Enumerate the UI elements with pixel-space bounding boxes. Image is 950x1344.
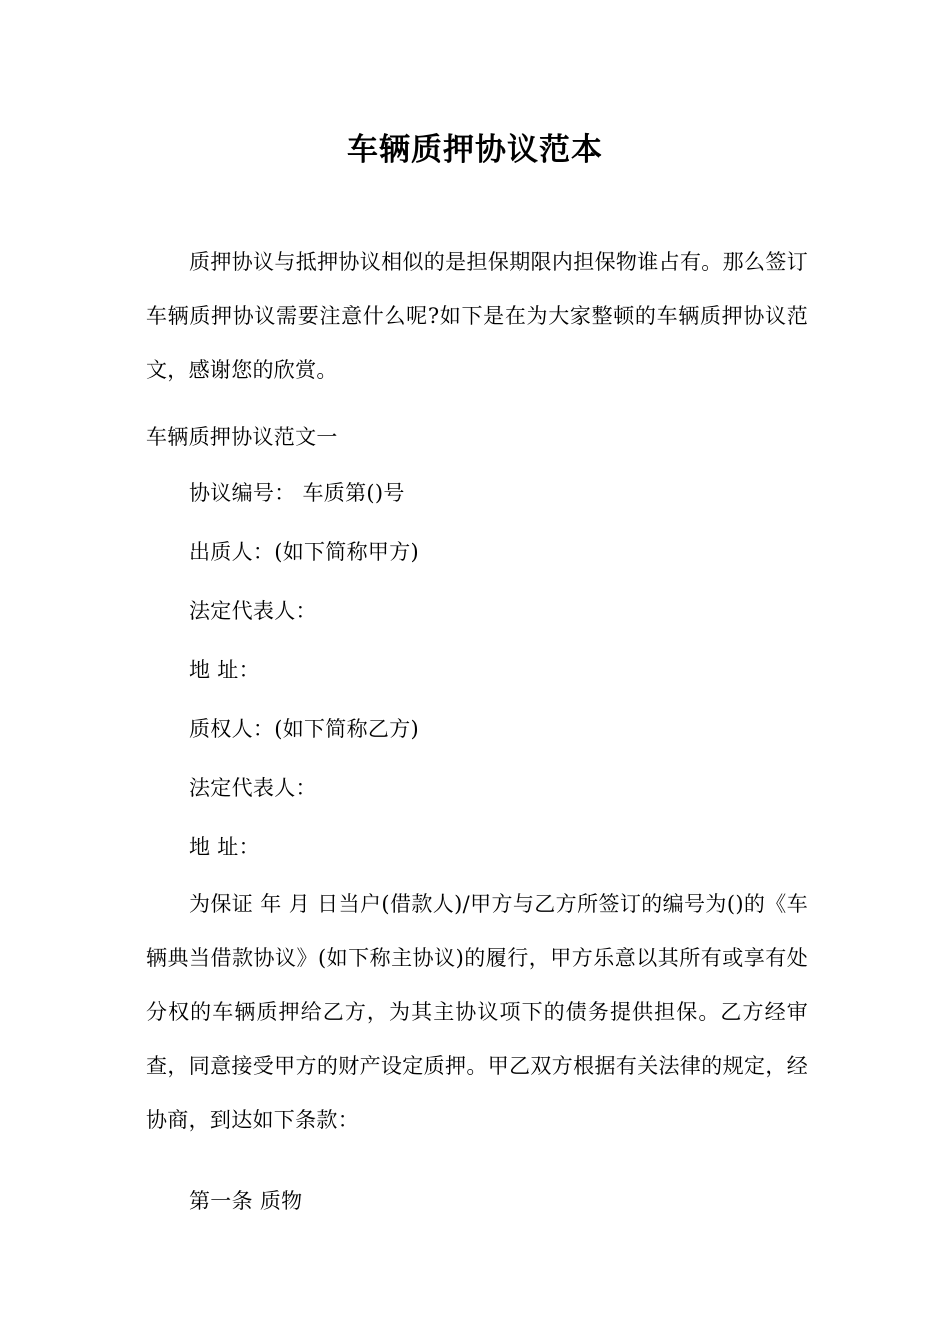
document-title: 车辆质押协议范本: [347, 132, 603, 168]
contract-number-field: 协议编号： 车质第()号: [189, 481, 405, 505]
pledgee-field: 质权人：(如下简称乙方): [189, 717, 419, 741]
pledgor-address-field: 地 址：: [189, 658, 260, 682]
intro-paragraph: 质押协议与抵押协议相似的是担保期限内担保物谁占有。那么签订车辆质押协议需要注意什么呢?如下是在为大家整顿的车辆质押协议范文，感谢您的欣赏。: [146, 250, 808, 382]
pledgor-field: 出质人：(如下简称甲方): [189, 540, 419, 564]
body-paragraph: 为保证 年 月 日当户(借款人)/甲方与乙方所签订的编号为()的《车辆典当借款协议》(如下称主协议)的履行，甲方乐意以其所有或享有处分权的车辆质押给乙方，为其主协议项下的债务提供担保。乙方经审查，同意接受甲方的财产设定质押。甲乙双方根据有关法律的规定，经协商，到达如下条款：: [146, 892, 808, 1132]
pledgee-representative-field: 法定代表人：: [189, 776, 317, 800]
pledgor-representative-field: 法定代表人：: [189, 599, 317, 623]
article-heading: 第一条 质物: [189, 1189, 303, 1213]
section-heading: 车辆质押协议范文一: [146, 425, 338, 449]
pledgee-address-field: 地 址：: [189, 835, 260, 859]
